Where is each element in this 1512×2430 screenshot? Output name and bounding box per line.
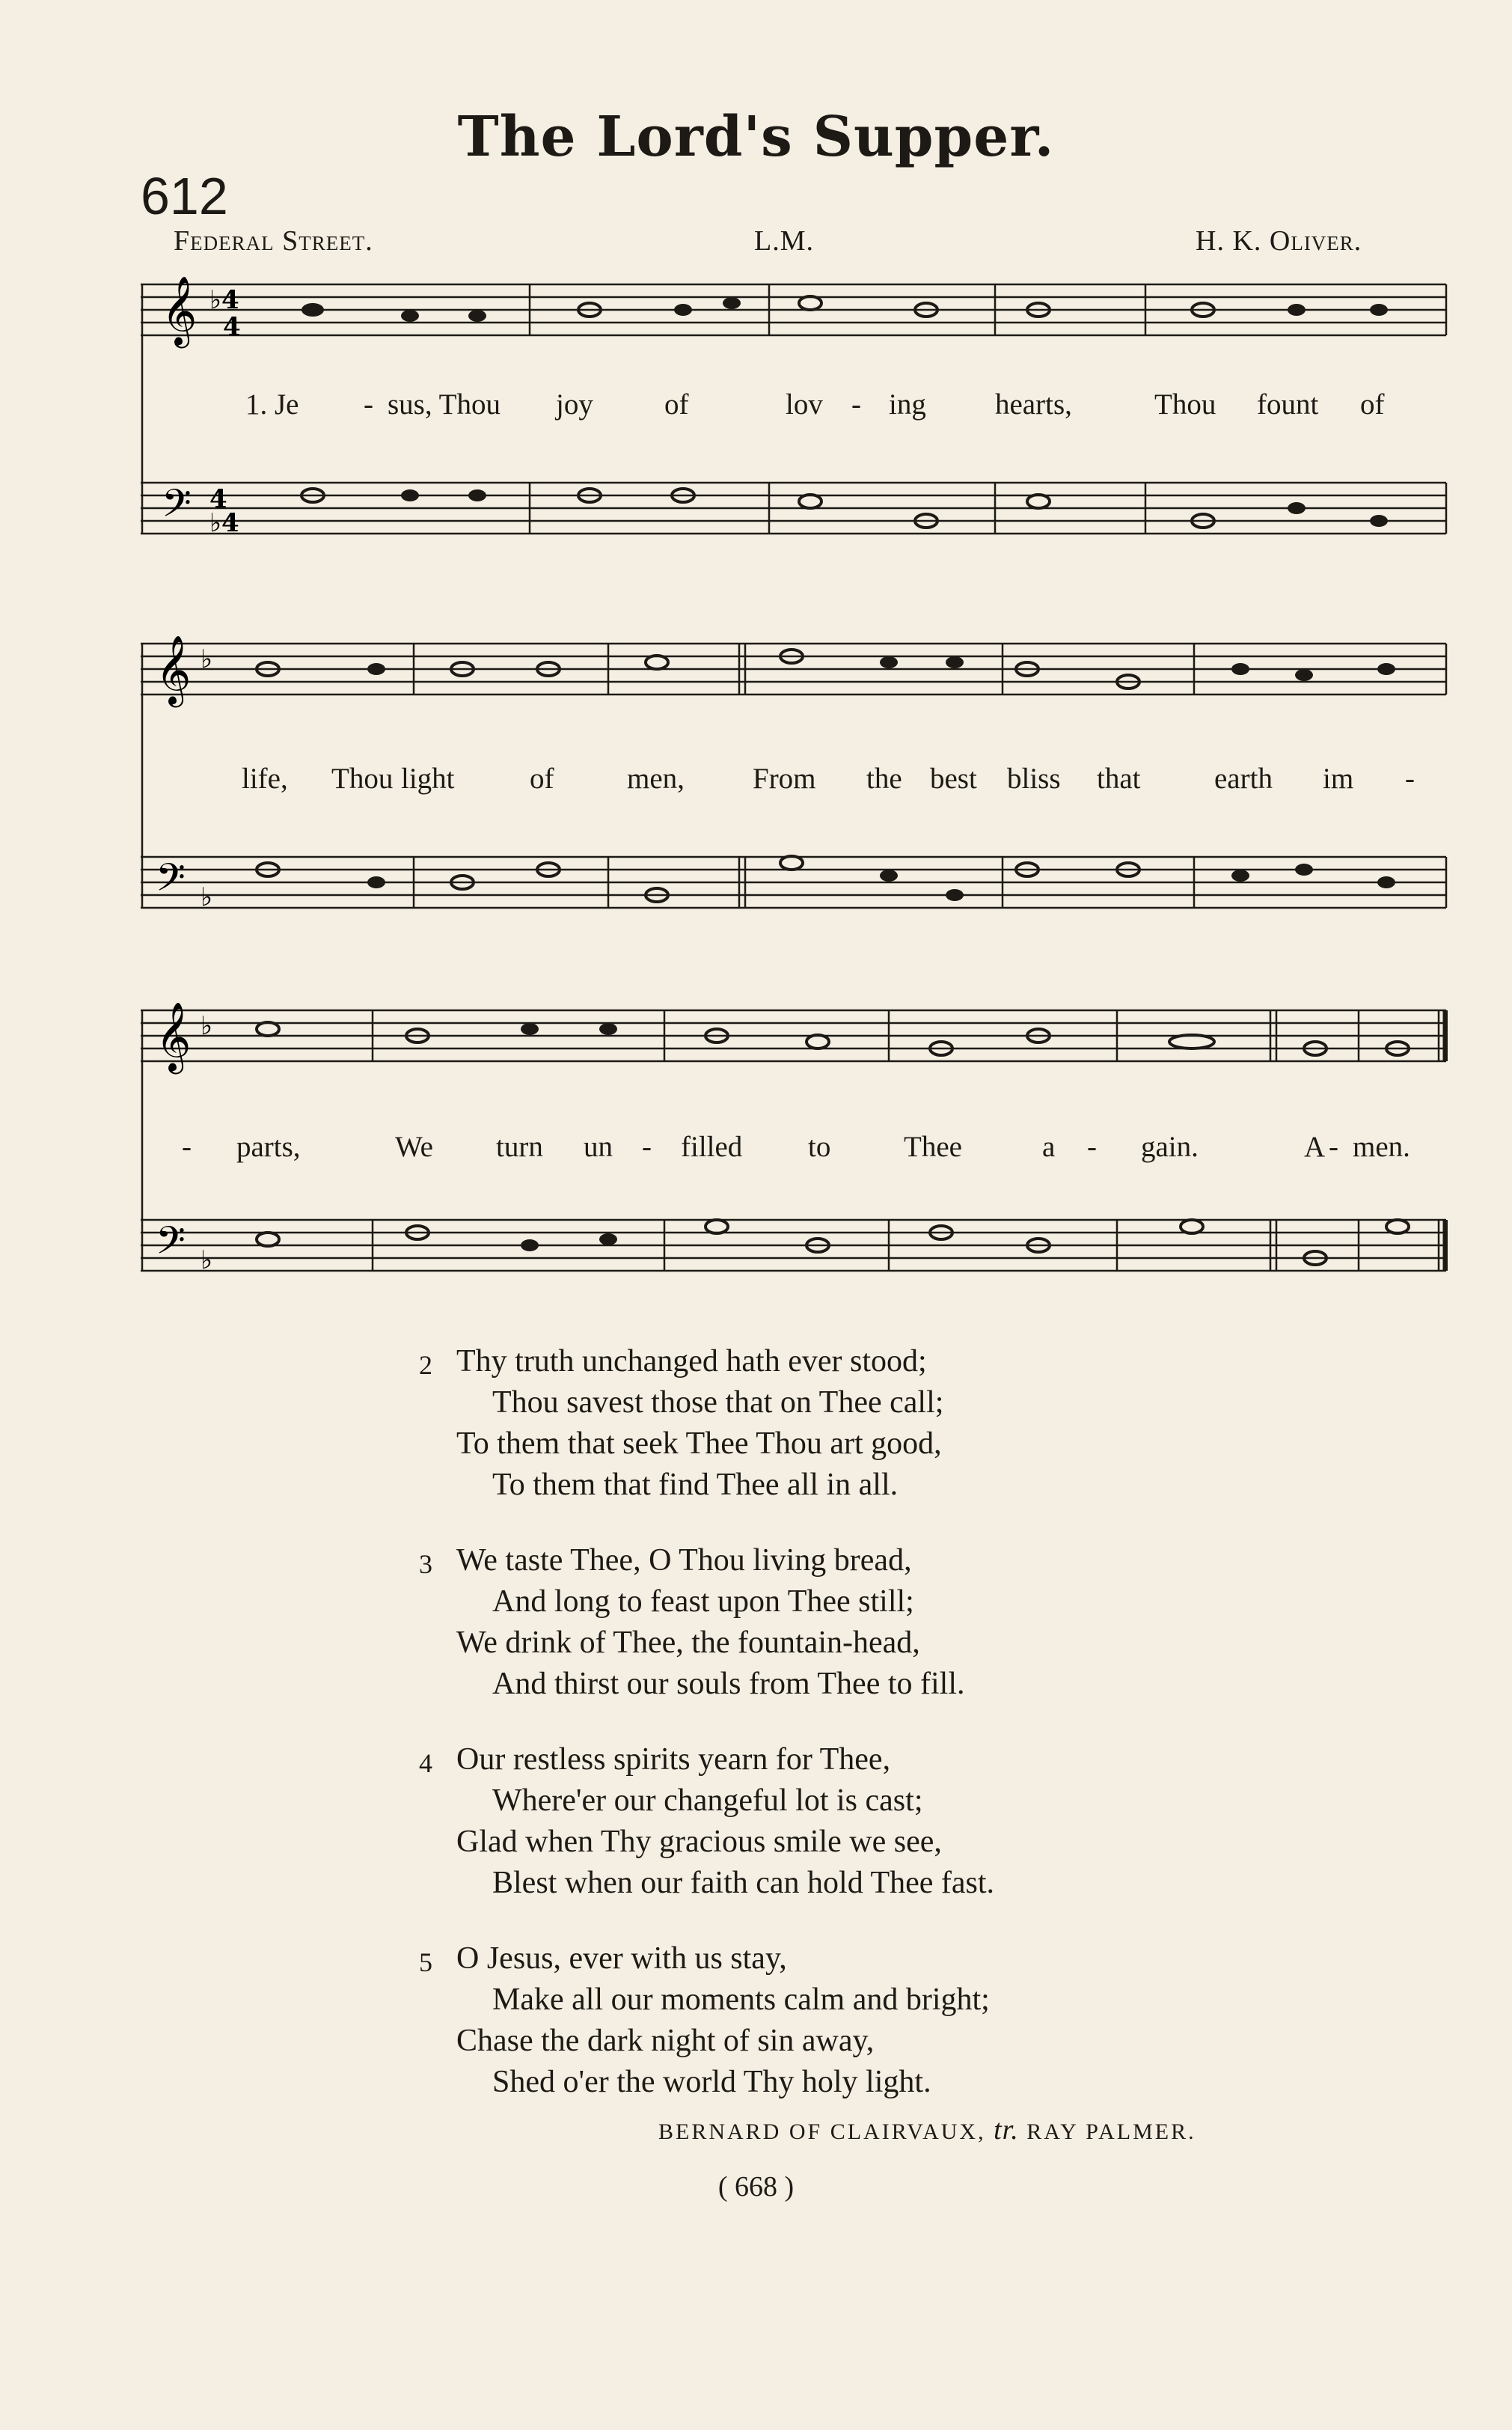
verse-line: To them that find Thee all in all. [492,1468,899,1502]
svg-text:𝄢: 𝄢 [162,480,192,535]
translator: RAY PALMER. [1026,2119,1196,2144]
lyric-syllable: - [851,388,861,421]
svg-text:♭: ♭ [201,1011,213,1041]
verse-line: Chase the dark night of sin away, [456,2024,875,2058]
lyric-syllable: that [1097,763,1141,795]
verse-number: 5 [419,1947,432,1977]
music-system-3 [141,995,1448,1310]
attribution [658,2113,1196,2146]
lyric-syllable: 1. Je [245,388,299,421]
verse-number: 4 [419,1748,432,1778]
verse-line: Make all our moments calm and bright; [492,1982,990,2017]
svg-text:𝄢: 𝄢 [156,1218,186,1272]
verse-line: Our restless spirits yearn for Thee, [456,1742,891,1777]
lyric-syllable: men. [1353,1131,1410,1163]
lyric-syllable: best [930,763,977,795]
page-number: ( 668 ) [717,2171,795,2202]
svg-text:4: 4 [223,312,241,342]
verse-line: To them that seek Thee Thou art good, [456,1426,942,1461]
verse-5 [419,1941,1466,2120]
lyric-syllable: of [1360,388,1385,421]
lyric-syllable: sus, Thou [388,388,501,421]
lyric-syllable: bliss [1007,763,1061,795]
lyric-syllable: - [642,1131,652,1163]
lyric-syllable: A [1304,1131,1326,1163]
lyric-syllable: turn [496,1131,543,1163]
lyric-syllable: im [1323,763,1354,795]
lyric-syllable: to [808,1131,831,1163]
svg-text:𝄞: 𝄞 [156,1001,192,1071]
lyric-syllable: life, [242,763,288,795]
lyric-syllable: a [1042,1131,1056,1163]
verse-line: Where'er our changeful lot is cast; [492,1783,923,1818]
hymn-number: 612 [141,167,228,225]
verse-line: Glad when Thy gracious smile we see, [456,1825,942,1859]
lyric-syllable: Thee [904,1131,962,1163]
lyric-syllable: light [401,763,455,795]
verse-2 [419,1343,1466,1523]
verse-line: We drink of Thee, the fountain-head, [456,1625,920,1660]
svg-text:𝄞: 𝄞 [162,275,198,345]
svg-text:♭: ♭ [201,1245,213,1275]
verse-line: O Jesus, ever with us stay, [456,1941,787,1976]
translator-prefix: tr. [994,2114,1019,2146]
svg-text:𝄢: 𝄢 [156,855,186,909]
lyric-syllable: - [1087,1131,1097,1163]
verse-line: Blest when our faith can hold Thee fast. [492,1866,995,1900]
verse-line: Thy truth unchanged hath ever stood; [456,1344,927,1379]
verse-line: And long to feast upon Thee still; [492,1584,914,1619]
svg-text:𝄞: 𝄞 [156,635,192,704]
verse-line: Shed o'er the world Thy holy light. [492,2065,931,2099]
lyric-syllable: filled [681,1131,743,1163]
lyric-syllable: gain. [1141,1131,1199,1163]
verse-number: 3 [419,1549,432,1579]
meter: L.M. [754,225,814,257]
svg-text:♭: ♭ [201,644,213,674]
page-title: The Lord's Supper. [457,105,1055,169]
composer: H. K. Oliver. [1196,225,1362,257]
verse-line: We taste Thee, O Thou living bread, [456,1543,912,1578]
lyric-syllable: - [182,1131,192,1163]
lyric-syllable: the [866,763,902,795]
lyric-syllable: of [664,388,689,421]
lyric-syllable: ing [889,388,926,421]
svg-text:♭4: ♭4 [209,285,239,315]
lyric-syllable: - [364,388,373,421]
lyric-syllable: hearts, [995,388,1072,421]
music-system-1 [141,269,1448,569]
verse-number: 2 [419,1350,432,1380]
svg-text:♭: ♭ [201,882,213,912]
svg-text:♭4: ♭4 [209,508,239,538]
lyric-syllable: men, [627,763,685,795]
tune-name: Federal Street. [174,225,373,257]
lyric-syllable: parts, [236,1131,301,1163]
author: BERNARD OF CLAIRVAUX, [658,2119,986,2144]
lyric-syllable: Thou [331,763,394,795]
lyric-syllable: of [530,763,554,795]
lyric-syllable: - [1329,1131,1338,1163]
lyric-syllable: joy [556,388,593,421]
lyric-syllable: lov [786,388,823,421]
music-system-2 [141,629,1448,935]
lyric-syllable: - [1405,763,1415,795]
svg-text:4: 4 [209,484,227,514]
lyric-syllable: un [584,1131,613,1163]
verse-line: Thou savest those that on Thee call; [492,1385,944,1420]
staff-lines [141,995,1448,1310]
lyric-syllable: earth [1214,763,1273,795]
verse-4 [419,1741,1466,1921]
verse-3 [419,1542,1466,1722]
lyric-syllable: fount [1257,388,1319,421]
lyric-syllable: Thou [1154,388,1216,421]
lyric-syllable: We [395,1131,433,1163]
verse-line: And thirst our souls from Thee to fill. [492,1667,965,1701]
lyric-syllable: From [753,763,816,795]
